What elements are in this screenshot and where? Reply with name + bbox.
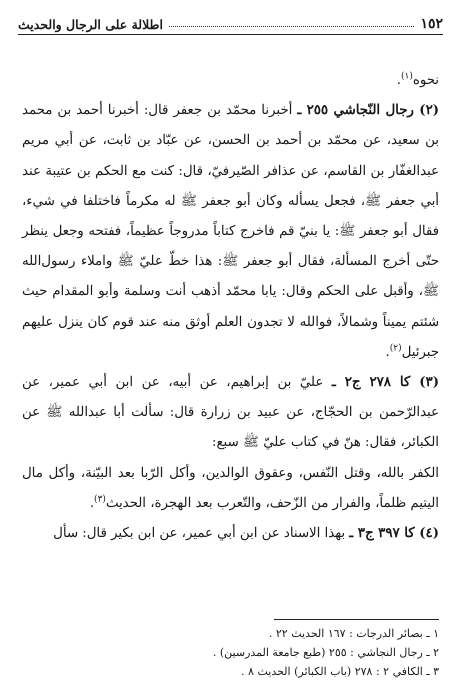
paragraph-text: نحوه (412, 73, 439, 88)
paragraph-tail: . (385, 344, 390, 360)
header-leader-dots (169, 26, 414, 27)
body-text (22, 66, 439, 549)
footnote-separator (274, 619, 439, 620)
footnotes (22, 624, 439, 681)
entry-heading: (٣) كا ٢٧٨ ج٢ ـ (331, 375, 439, 391)
hadith-entry (22, 519, 439, 549)
paragraph-tail: . (89, 495, 95, 511)
paragraph-tail: . (396, 73, 401, 88)
footnote-ref: (٣) (94, 494, 106, 505)
hadith-continuation (22, 459, 439, 519)
hadith-entry (22, 368, 439, 459)
footnote-item: ١ ـ بصائر الدرجات : ١٦٧ الحديث ٢٢ . (268, 627, 439, 640)
footnote-ref: (٢) (389, 343, 402, 354)
paragraph-continuation (22, 66, 439, 96)
entry-heading: (٢) رجال النّجاشي ٢٥٥ ـ (297, 103, 440, 119)
page-number: ١٥٢ (420, 16, 443, 32)
hadith-entry (22, 96, 439, 368)
footnote-ref: (١) (401, 71, 413, 82)
footnote-item: ٣ ـ الكافي ٢ : ٢٧٨ (باب الكبائر) الحديث ٨ . (241, 665, 439, 678)
page-header (18, 10, 443, 32)
entry-heading: (٤) كا ٣٩٧ ج٣ ـ (349, 526, 439, 542)
paragraph-text: الكفر بالله، وقتل النّفس، وعقوق الوالدين، وأكل الرّبا بعد البيّنة، وأكل مال اليتيم ظلماً، والفرار من الزّحف، والتّعرب بعد الهجرة، الحديث (22, 465, 439, 511)
paragraph-text: بهذا الاسناد عن ابن أبي عمير، عن ابن بكير قال: سأل (53, 526, 346, 542)
header-rule (18, 34, 443, 35)
paragraph-text: عليّ بن إبراهيم، عن أبيه، عن ابن أبي عمير، عن عبدالرّحمن بن الحجّاج، عن عبيد بن زرارة قال: سألت أبا عبدالله ﷺ عن الكبائر، فقال: هنّ في كتاب عليّ ﷺ سبع: (22, 375, 439, 451)
footnote-item: ٢ ـ رجال النجاشي : ٢٥٥ (طبع جامعة المدرسين) . (212, 646, 439, 659)
paragraph-text: أخبرنا محمّد بن جعفر قال: أخبرنا أحمد بن محمد بن سعيد، عن محمّد بن أحمد بن الحسن، عن عبّاد بن ثابت، عن أبي مريم عبدالغفّار بن القاسم، عن عذافر الصّيرفيّ، قال: كنت مع الحكم بن عتيبة عند أبي جعفر ﷺ، فجعل يسأله وكان أبو جعفر ﷺ له مكرماً فاختلفا في شيء، فقال أبو جعفر ﷺ: يا بنيّ قم فاخرج كتاباً مدروجاً عظيماً، ففتحه وجعل ينظر حتّى أخرج المسألة، فقال أبو جعفر ﷺ: هذا خطّ عليّ ﷺ واملاء رسول‌الله ﷺ، وأقبل على الحكم وقال: يابا محمّد أذهب أنت وسلمة وأبو المقدام حيث شئتم يميناً وشمالاً، فوالله لا تجدون العلم أوثق منه عند قوم كان ينزل عليهم جبرئيل (22, 103, 439, 360)
running-title: اطلالة على الرجال والحديث (18, 17, 163, 32)
